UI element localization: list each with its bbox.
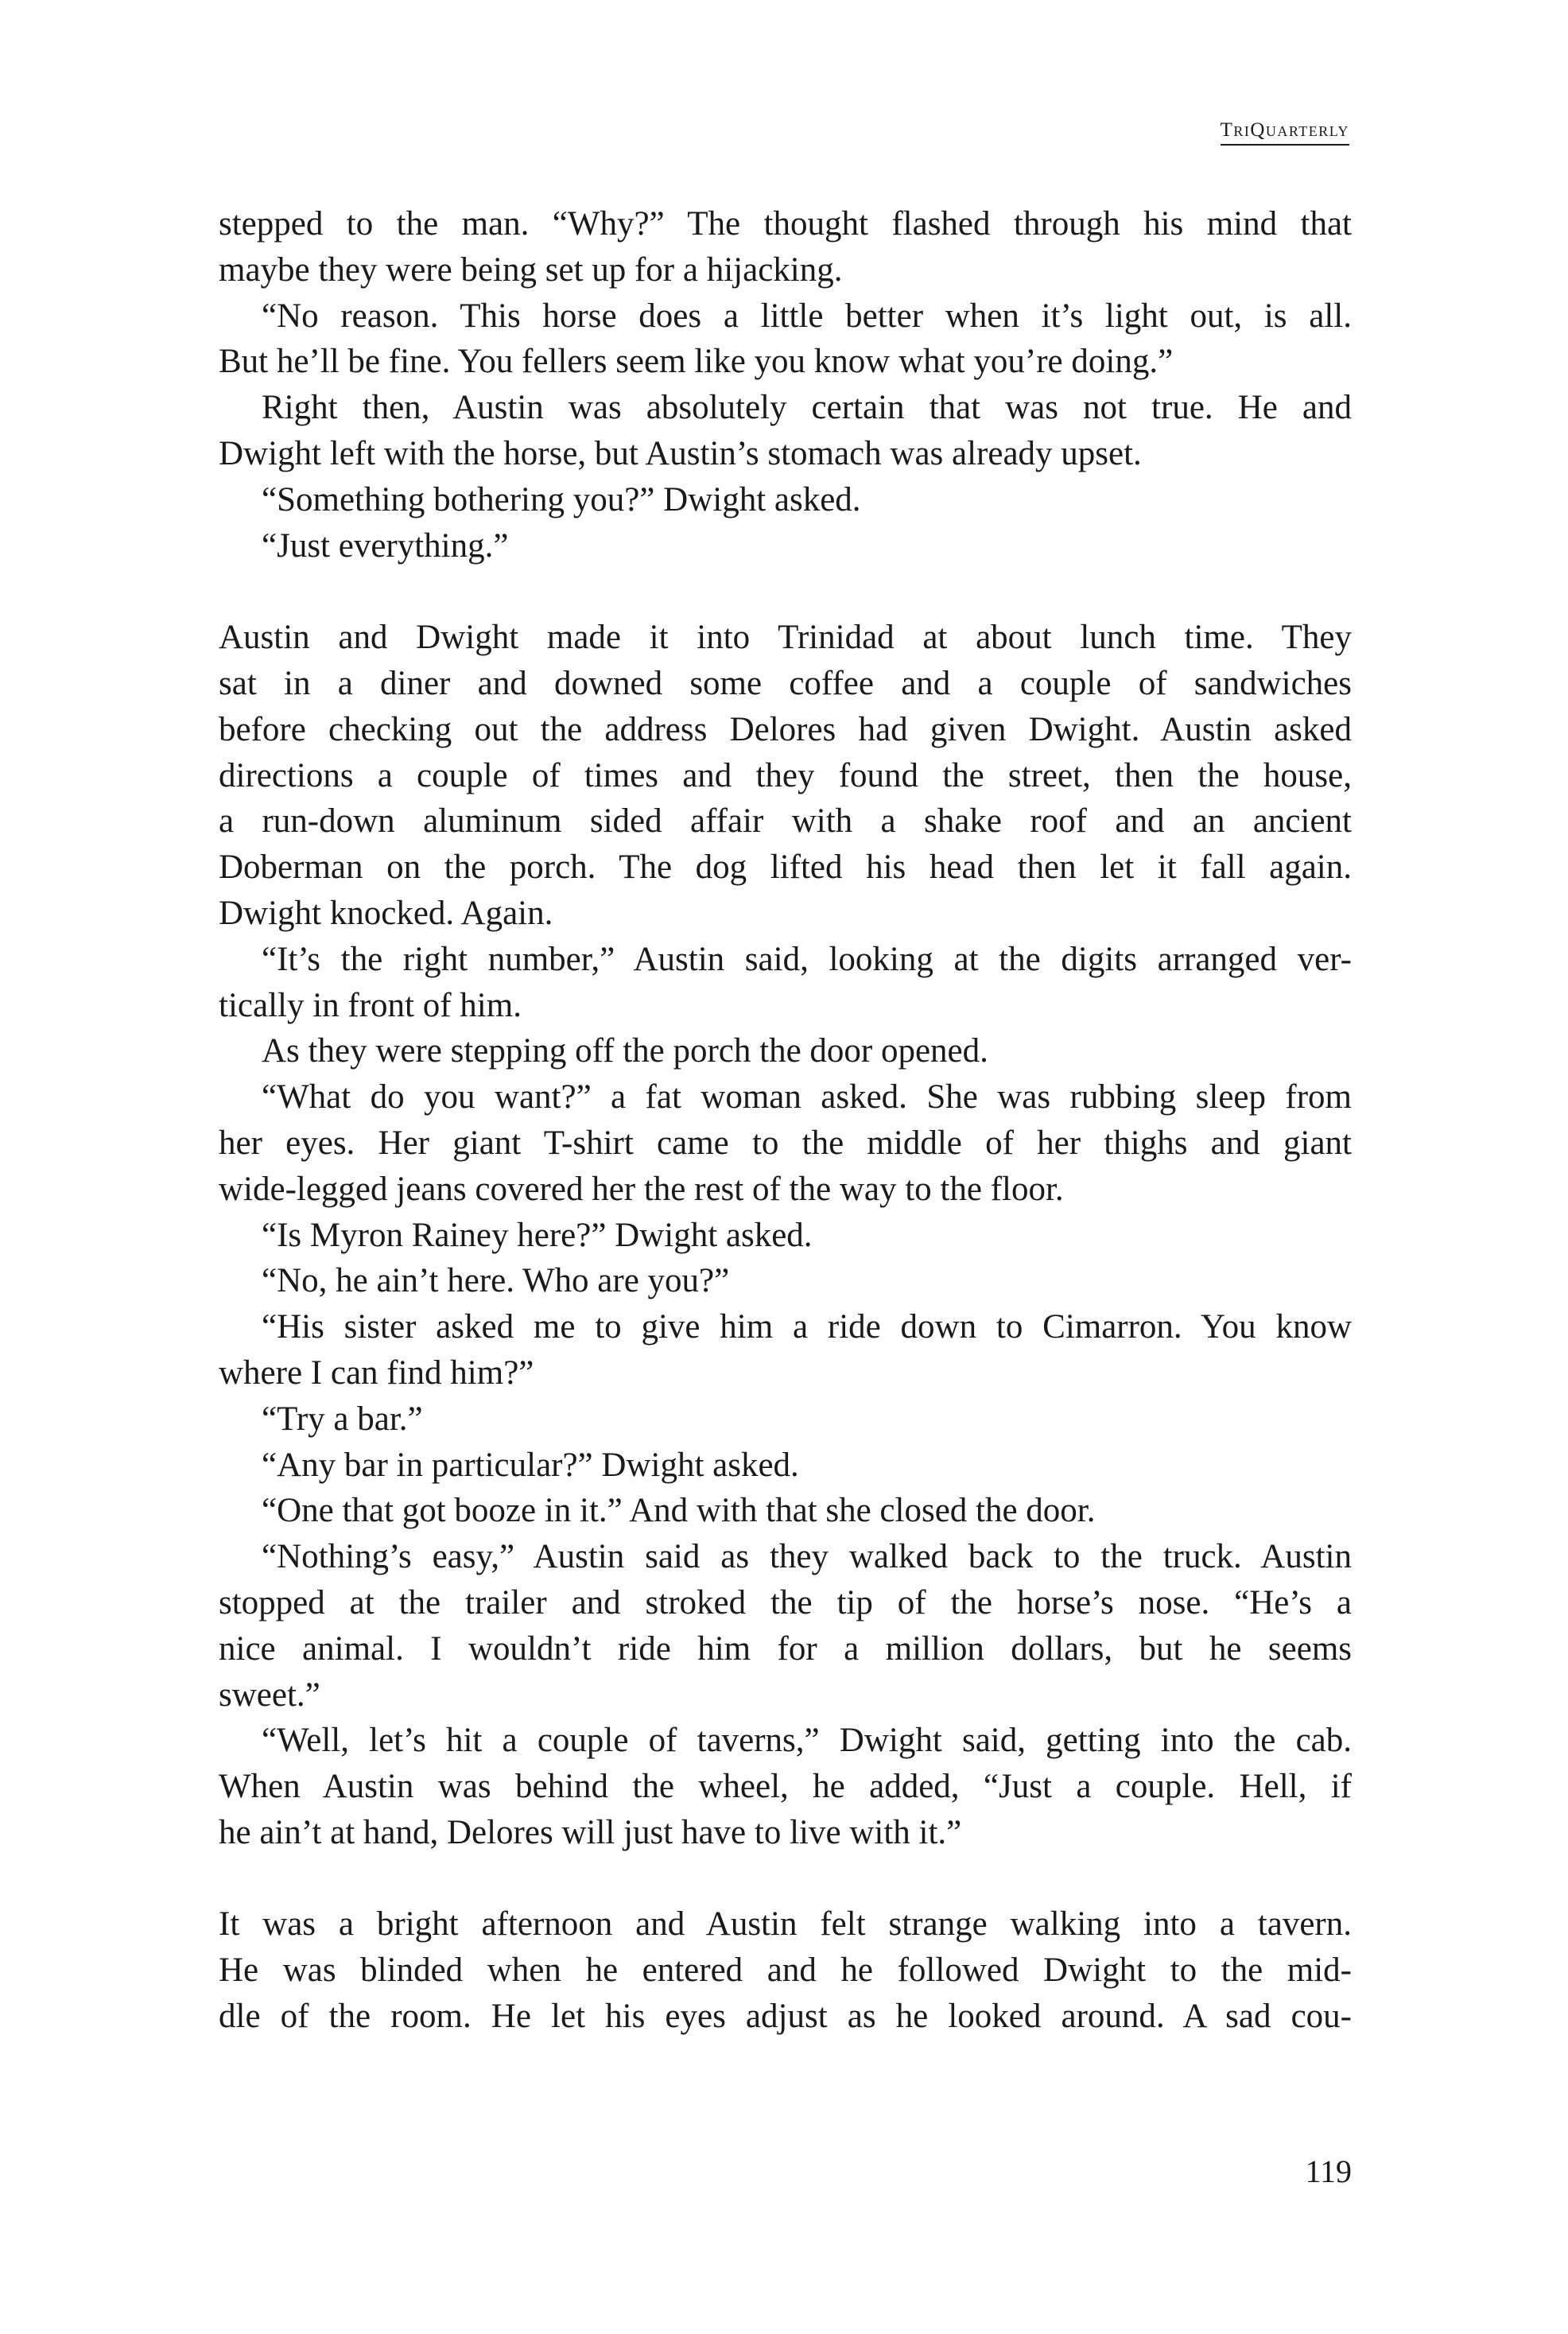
text-line: “His sister asked me to give him a ride down to Cimarron. You know (262, 1308, 1352, 1346)
text-line: “Nothing’s easy,” Austin said as they walked back to the truck. Austin (262, 1538, 1352, 1576)
text-line: “One that got booze in it.” And with that she closed the door. (262, 1492, 1096, 1530)
text-line: directions a couple of times and they found the street, then the house, (219, 756, 1352, 794)
text-line: Right then, Austin was absolutely certain that was not true. He and (262, 389, 1352, 427)
text-line: sat in a diner and downed some coffee and a couple of sandwiches (219, 664, 1352, 702)
text-line: Dwight knocked. Again. (219, 894, 553, 932)
text-line: “Just everything.” (262, 526, 509, 565)
text-line: “Any bar in particular?” Dwight asked. (262, 1446, 799, 1484)
text-line: he ain’t at hand, Delores will just have to live with it.” (219, 1813, 962, 1851)
text-line: “What do you want?” a fat woman asked. She was rubbing sleep from (262, 1078, 1352, 1117)
text-line: Dwight left with the horse, but Austin’s stomach was already upset. (219, 434, 1142, 472)
text-line: sweet.” (219, 1676, 320, 1714)
text-line: As they were stepping off the porch the door opened. (262, 1032, 988, 1070)
page-number: 119 (1305, 2153, 1352, 2189)
text-line: maybe they were being set up for a hijacking. (219, 250, 843, 289)
text-line: dle of the room. He let his eyes adjust as he looked around. A sad cou- (219, 1998, 1352, 2036)
text-line: “No, he ain’t here. Who are you?” (262, 1262, 730, 1300)
text-line: “Something bothering you?” Dwight asked. (262, 480, 861, 518)
section-break (219, 569, 1352, 615)
section-break (219, 1856, 1352, 1902)
text-line: “Is Myron Rainey here?” Dwight asked. (262, 1216, 813, 1254)
text-line: “Try a bar.” (262, 1400, 423, 1438)
text-line: Doberman on the porch. The dog lifted his head then let it fall again. (219, 849, 1352, 887)
body-text (219, 201, 1352, 2040)
text-line: “No reason. This horse does a little better when it’s light out, is all. (262, 297, 1352, 335)
text-line: Austin and Dwight made it into Trinidad at about lunch time. They (219, 619, 1352, 657)
text-line: “It’s the right number,” Austin said, looking at the digits arranged ver- (262, 940, 1352, 978)
text-line: a run-down aluminum sided affair with a shake roof and an ancient (219, 802, 1352, 841)
running-head: TriQuarterly (1221, 119, 1349, 146)
text-line: before checking out the address Delores had given Dwight. Austin asked (219, 710, 1352, 748)
text-line: where I can find him?” (219, 1353, 534, 1392)
text-line: wide-legged jeans covered her the rest of the way to the floor. (219, 1170, 1064, 1208)
text-line: stopped at the trailer and stroked the tip of the horse’s nose. “He’s a (219, 1583, 1352, 1621)
text-line: When Austin was behind the wheel, he added, “Just a couple. Hell, if (219, 1768, 1352, 1806)
text-line: “Well, let’s hit a couple of taverns,” Dwight said, getting into the cab. (262, 1722, 1352, 1760)
text-line: He was blinded when he entered and he followed Dwight to the mid- (219, 1951, 1352, 1990)
text-line: nice animal. I wouldn’t ride him for a million dollars, but he seems (219, 1629, 1352, 1668)
text-line: her eyes. Her giant T-shirt came to the middle of her thighs and giant (219, 1124, 1352, 1162)
text-line: It was a bright afternoon and Austin felt strange walking into a tavern. (219, 1905, 1352, 1944)
text-line: stepped to the man. “Why?” The thought flashed through his mind that (219, 205, 1352, 243)
text-line: But he’ll be fine. You fellers seem like you know what you’re doing.” (219, 343, 1174, 381)
text-line: tically in front of him. (219, 986, 522, 1024)
